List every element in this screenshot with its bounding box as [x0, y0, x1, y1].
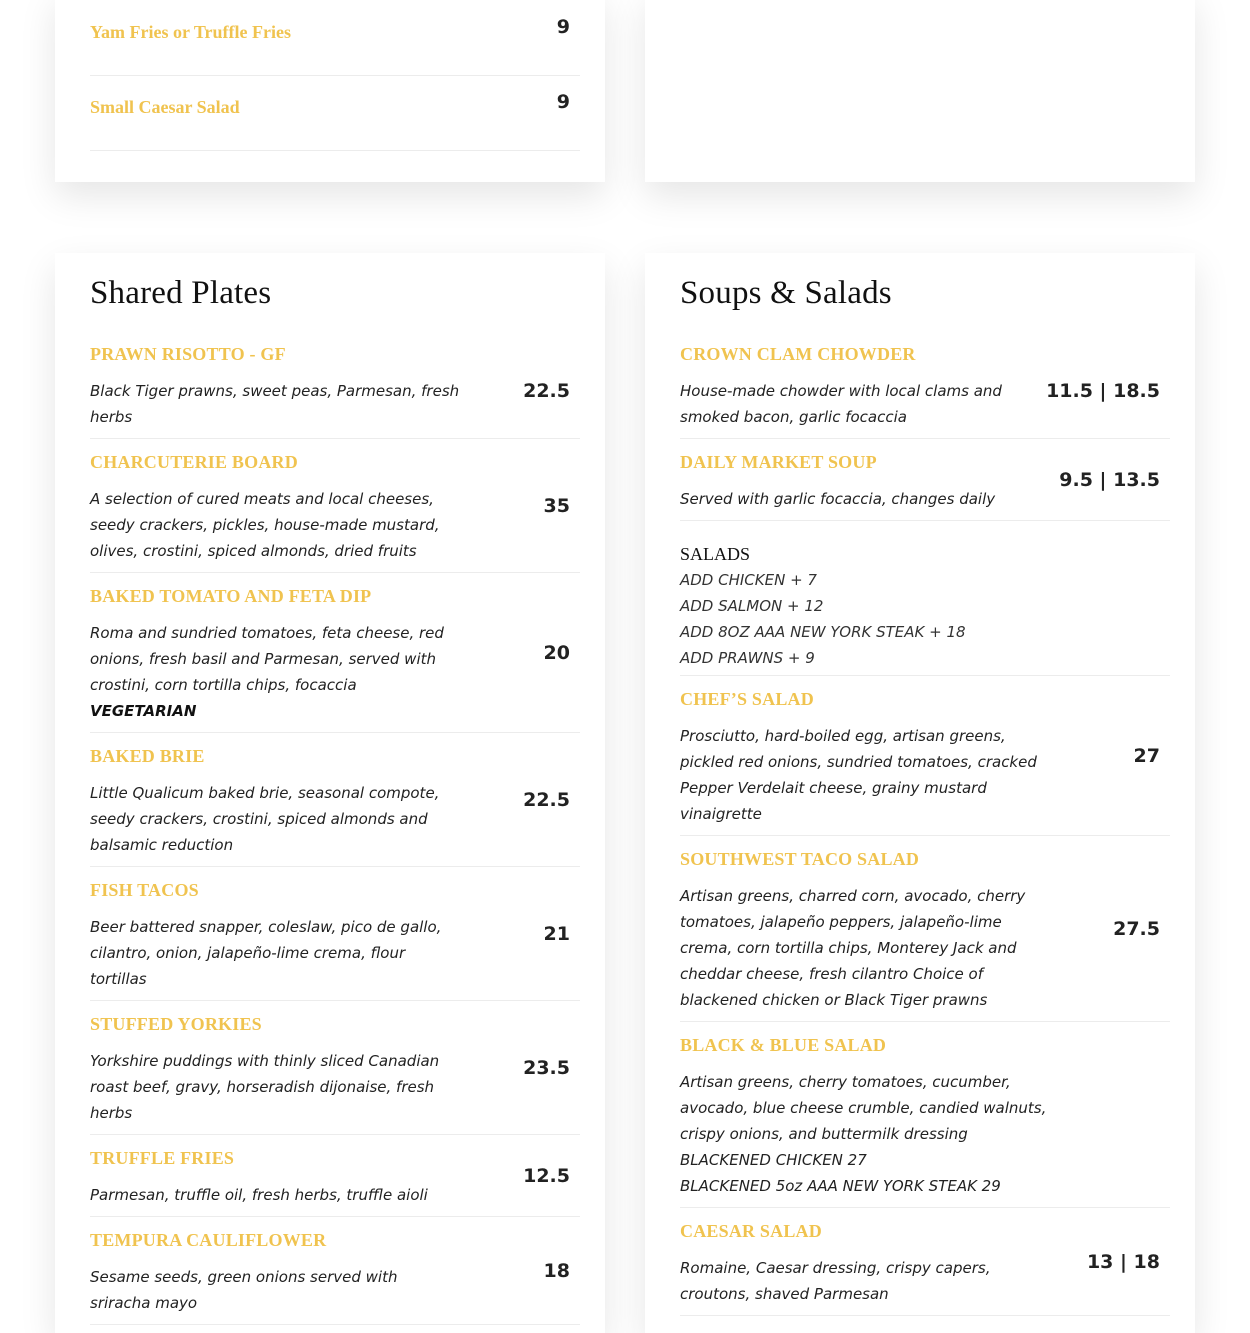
- item-description: Parmesan, truffle oil, fresh herbs, truffle aioli: [90, 1186, 428, 1204]
- item-name: FISH TACOS: [90, 880, 199, 900]
- sides-card: [55, 0, 605, 182]
- shared-plates-card: [55, 253, 605, 1333]
- menu-item: [680, 1022, 1170, 1208]
- item-name: Yam Fries or Truffle Fries: [90, 22, 291, 42]
- item-price: 35: [543, 494, 570, 517]
- item-name: Small Caesar Salad: [90, 97, 240, 117]
- item-price: 22.5: [523, 788, 570, 811]
- item-name: PRAWN RISOTTO - GF: [90, 344, 286, 364]
- addon-line: ADD PRAWNS + 9: [680, 649, 815, 667]
- menu-item: [90, 343, 580, 439]
- item-price: 27: [1133, 744, 1160, 767]
- item-price: 9: [556, 16, 570, 38]
- vegetarian-tag: VEGETARIAN: [90, 702, 197, 720]
- addon-line: ADD SALMON + 12: [680, 597, 824, 615]
- item-price: 18: [543, 1259, 570, 1282]
- menu-item: [680, 439, 1170, 521]
- item-description: Yorkshire puddings with thinly sliced Canadian roast beef, gravy, horseradish dijonaise, fresh herbs: [90, 1052, 440, 1122]
- item-price: 23.5: [523, 1056, 570, 1079]
- item-description: Sesame seeds, green onions served with sriracha mayo: [90, 1268, 398, 1312]
- item-price: 13 | 18: [1086, 1250, 1160, 1273]
- item-description: House-made chowder with local clams and smoked bacon, garlic focaccia: [680, 382, 1002, 426]
- menu-item: [90, 75, 580, 151]
- item-price: 27.5: [1113, 917, 1160, 940]
- item-name: TRUFFLE FRIES: [90, 1148, 235, 1168]
- soups-salads-list: [680, 343, 1170, 1316]
- menu-item: [90, 573, 580, 733]
- item-price: 22.5: [523, 379, 570, 402]
- item-description: Black Tiger prawns, sweet peas, Parmesan, fresh herbs: [90, 382, 460, 426]
- item-price: 12.5: [523, 1164, 570, 1187]
- item-description: Artisan greens, charred corn, avocado, cherry tomatoes, jalapeño peppers, jalapeño-lime crema, corn tortilla chips, Monterey Jack and cheddar cheese, fresh cilantro Choice of blackened chicken or Black Tiger prawns: [680, 887, 1026, 1009]
- item-price: 9: [556, 91, 570, 113]
- item-description: Romaine, Caesar dressing, crispy capers, croutons, shaved Parmesan: [680, 1259, 991, 1303]
- menu-item: [90, 0, 580, 76]
- item-name: CHARCUTERIE BOARD: [90, 452, 298, 472]
- salads-addons: [680, 521, 1170, 676]
- menu-item: [680, 1208, 1170, 1316]
- item-price: 21: [543, 922, 570, 945]
- item-name: CAESAR SALAD: [680, 1221, 822, 1241]
- item-name: BAKED BRIE: [90, 746, 205, 766]
- item-description: Served with garlic focaccia, changes daily: [680, 490, 996, 508]
- menu-item: [680, 343, 1170, 439]
- item-name: CHEF’S SALAD: [680, 689, 814, 709]
- item-name: BLACK & BLUE SALAD: [680, 1035, 887, 1055]
- salads-heading: SALADS: [680, 544, 751, 564]
- menu-item: [680, 836, 1170, 1022]
- empty-card: [645, 0, 1195, 182]
- item-name: DAILY MARKET SOUP: [680, 452, 877, 472]
- item-name: TEMPURA CAULIFLOWER: [90, 1230, 327, 1250]
- menu-item: [680, 676, 1170, 836]
- item-price: 9.5 | 13.5: [1059, 468, 1160, 491]
- section-title: Shared Plates: [90, 275, 272, 311]
- item-description: Prosciutto, hard-boiled egg, artisan greens, pickled red onions, sundried tomatoes, cracked Pepper Verdelait cheese, grainy mustard vinaigrette: [680, 727, 1037, 823]
- menu-item: [90, 1135, 580, 1217]
- addon-line: ADD 8OZ AAA NEW YORK STEAK + 18: [680, 623, 966, 641]
- item-name: SOUTHWEST TACO SALAD: [680, 849, 920, 869]
- item-name: STUFFED YORKIES: [90, 1014, 262, 1034]
- item-price: 11.5 | 18.5: [1046, 379, 1160, 402]
- menu-item: [90, 867, 580, 1001]
- item-description: A selection of cured meats and local cheeses, seedy crackers, pickles, house-made mustard, olives, crostini, spiced almonds, dried fruits: [90, 490, 440, 560]
- shared-plates-list: [90, 343, 580, 1325]
- item-description: Artisan greens, cherry tomatoes, cucumber, avocado, blue cheese crumble, candied walnuts, crispy onions, and buttermilk dressing: [680, 1073, 1047, 1143]
- item-option: BLACKENED 5oz AAA NEW YORK STEAK 29: [680, 1177, 1001, 1195]
- menu-item: [90, 733, 580, 867]
- soups-salads-card: [645, 253, 1195, 1333]
- section-title: Soups & Salads: [680, 275, 892, 311]
- item-description: Beer battered snapper, coleslaw, pico de gallo, cilantro, onion, jalapeño-lime crema, flour tortillas: [90, 918, 442, 988]
- item-name: BAKED TOMATO AND FETA DIP: [90, 586, 372, 606]
- addon-line: ADD CHICKEN + 7: [680, 571, 817, 589]
- item-name: CROWN CLAM CHOWDER: [680, 344, 916, 364]
- menu-item: [90, 1001, 580, 1135]
- menu-item: [90, 1217, 580, 1325]
- item-description: Little Qualicum baked brie, seasonal compote, seedy crackers, crostini, spiced almonds and balsamic reduction: [90, 784, 440, 854]
- item-option: BLACKENED CHICKEN 27: [680, 1151, 867, 1169]
- menu-item: [90, 439, 580, 573]
- item-description: Roma and sundried tomatoes, feta cheese, red onions, fresh basil and Parmesan, served with crostini, corn tortilla chips, focaccia: [90, 624, 444, 694]
- item-price: 20: [543, 641, 570, 664]
